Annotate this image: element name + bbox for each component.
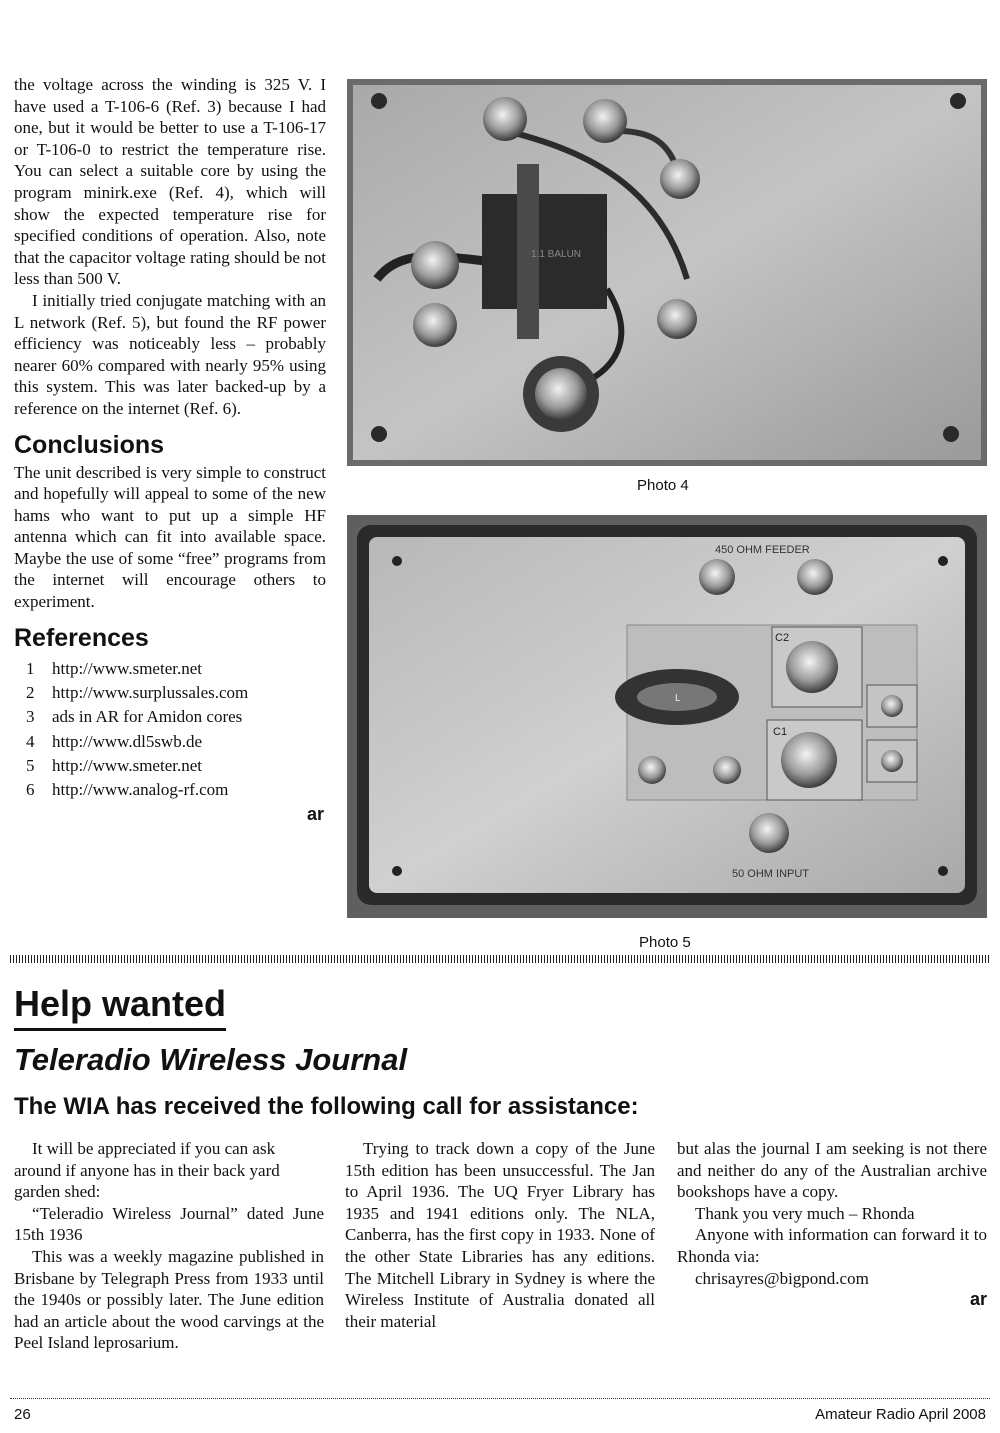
l-label: L <box>675 693 681 704</box>
capacitor-shaft <box>781 732 837 788</box>
journal-title: Teleradio Wireless Journal <box>14 1042 408 1077</box>
reference-item <box>14 681 326 705</box>
reference-item <box>14 778 326 802</box>
conclusions-heading: Conclusions <box>14 430 165 459</box>
page-number: 26 <box>14 1406 31 1423</box>
solder-lug <box>713 756 741 784</box>
input-connector <box>749 813 789 853</box>
terminal-screw <box>881 695 903 717</box>
reference-text: http://www.surplussales.com <box>52 682 249 702</box>
reference-number: 3 <box>26 707 35 727</box>
reference-text: http://www.smeter.net <box>52 755 202 775</box>
body-paragraph: It will be appreciated if you can ask around if anyone has in their back yard garden shed: <box>14 1139 280 1202</box>
body-paragraph: the voltage across the winding is 325 V. I have used a T-106-6 (Ref. 3) because I had one, but it would be better to use a T-106-17 or T-106-0 to restrict the temperature rise. You can select a suitable core by using the program minirk.exe (Ref. 4), which will show the expected temperature rise for specified conditions of operation. Also, note that the capacitor voltage rating should be not less than 500 V. <box>14 75 326 289</box>
input-label: 50 OHM INPUT <box>732 868 810 880</box>
publication-footer: Amateur Radio April 2008 <box>815 1406 986 1423</box>
body-paragraph: This was a weekly magazine published in Brisbane by Telegraph Press from 1933 until the 1940s or possibly later. The June edition had an article about the wood carvings at the Peel Island leprosarium. <box>14 1246 324 1353</box>
body-paragraph: Anyone with information can forward it to Rhonda via: <box>677 1225 987 1266</box>
help-column-1 <box>14 1138 324 1354</box>
reference-item <box>14 754 326 778</box>
contact-email: chrisayres@bigpond.com <box>695 1268 869 1288</box>
reference-number: 2 <box>26 682 35 702</box>
reference-item <box>14 657 326 681</box>
terminal-nut <box>660 159 700 199</box>
body-paragraph: I initially tried conjugate matching with an L network (Ref. 5), but found the RF power efficiency was noticeably less – probably nearer 60% compared with nearly 95% using this system. This was later backed-up by a reference on the internet (Ref. 6). <box>14 290 326 418</box>
help-wanted-heading: Help wanted <box>14 982 226 1031</box>
help-end-mark: ar <box>969 1289 987 1310</box>
mount-hole <box>392 866 402 876</box>
reference-number: 6 <box>26 780 35 800</box>
mount-hole <box>392 556 402 566</box>
photo-5-caption: Photo 5 <box>639 934 691 951</box>
terminal-nut <box>583 99 627 143</box>
help-column-3 <box>677 1138 987 1310</box>
reference-number: 4 <box>26 731 35 751</box>
c2-label: C2 <box>775 632 790 644</box>
terminal-screw <box>881 750 903 772</box>
mount-hole <box>938 556 948 566</box>
mount-hole <box>371 93 387 109</box>
reference-text: http://www.dl5swb.de <box>52 731 203 751</box>
body-paragraph: Trying to track down a copy of the June 15th edition has been unsuccessful. The Jan to April 1936. The UQ Fryer Library has 1935 and 1941 editions only. The NLA, Canberra, has the first copy in 1933. None of the other State Libraries has any editions. The Mitchell Library in Sydney is where the Wireless Institute of Australia donated all their material <box>345 1139 655 1331</box>
body-paragraph: “Teleradio Wireless Journal” dated June 15th 1936 <box>14 1203 324 1245</box>
references-list <box>14 657 326 803</box>
reference-text: ads in AR for Amidon cores <box>52 707 243 727</box>
terminal-nut <box>483 97 527 141</box>
photo-5-matching-unit <box>347 515 987 918</box>
mount-hole <box>938 866 948 876</box>
reference-text: http://www.analog-rf.com <box>52 780 229 800</box>
body-paragraph: but alas the journal I am seeking is not there and neither do any of the Australian archive bookshops have a copy. <box>677 1139 987 1202</box>
c1-label: C1 <box>773 726 788 738</box>
terminal-nut <box>657 299 697 339</box>
feeder-terminal <box>699 559 735 595</box>
body-paragraph: Thank you very much – Rhonda <box>695 1203 915 1223</box>
capacitor-shaft <box>786 641 838 693</box>
reference-item <box>14 705 326 729</box>
reference-number: 1 <box>26 658 35 678</box>
conclusions-paragraph: The unit described is very simple to construct and hopefully will appeal to some of the new hams who want to put up a simple HF antenna which can fit into available space. Maybe the use of some “free” programs from the internet will encourage others to experiment. <box>14 462 326 612</box>
mount-hole <box>950 93 966 109</box>
balun-label: 1:1 BALUN <box>531 249 582 260</box>
reference-item <box>14 730 326 754</box>
feeder-terminal <box>797 559 833 595</box>
terminal-nut <box>413 303 457 347</box>
solder-lug <box>638 756 666 784</box>
photo-4-caption: Photo 4 <box>637 477 689 494</box>
terminal-nut <box>411 241 459 289</box>
mount-hole <box>371 426 387 442</box>
references-heading: References <box>14 623 149 652</box>
reference-text: http://www.smeter.net <box>52 658 202 678</box>
footer-rule <box>10 1398 990 1401</box>
photo-4-illustration <box>347 79 987 466</box>
article-end-mark: ar <box>306 804 324 825</box>
help-subtitle: The WIA has received the following call for assistance: <box>14 1093 639 1120</box>
feeder-label: 450 OHM FEEDER <box>715 544 810 556</box>
article-column <box>14 74 326 825</box>
help-column-2 <box>345 1138 655 1332</box>
section-divider <box>10 955 990 963</box>
so239-center <box>535 368 587 420</box>
photo-4-balun-plate <box>347 79 987 466</box>
photo-5-illustration <box>347 515 987 918</box>
reference-number: 5 <box>26 755 35 775</box>
mount-hole <box>943 426 959 442</box>
